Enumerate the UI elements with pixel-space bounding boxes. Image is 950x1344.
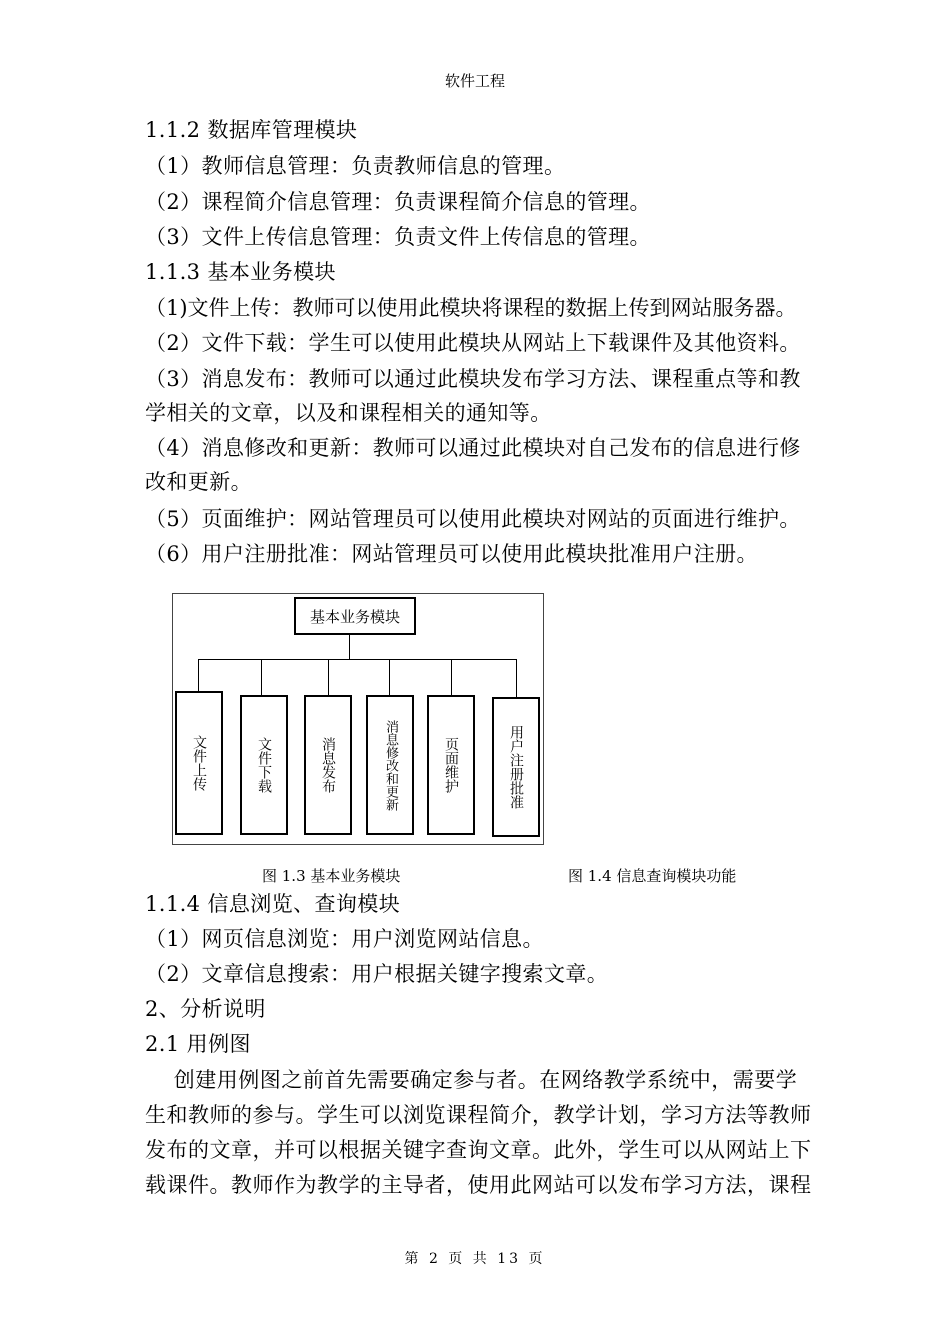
text-line: （2）文件下载：学生可以使用此模块从网站上下载课件及其他资料。 — [145, 331, 801, 355]
diagram-leaf-file-upload: 文件上传 — [175, 691, 223, 835]
heading-2-1: 2.1 用例图 — [145, 1032, 251, 1056]
heading-1-1-3: 1.1.3 基本业务模块 — [145, 260, 336, 284]
heading-analysis: 2、分析说明 — [145, 997, 266, 1021]
text-line: 学相关的文章，以及和课程相关的通知等。 — [145, 401, 552, 425]
module-diagram — [172, 593, 544, 845]
figure-caption-1-3: 图 1.3 基本业务模块 — [262, 867, 401, 885]
paragraph-line: 发布的文章，并可以根据关键字查询文章。此外，学生可以从网站上下 — [145, 1138, 812, 1162]
text-line: （3）消息发布：教师可以通过此模块发布学习方法、课程重点等和教 — [145, 367, 801, 391]
paragraph-line: 载课件。教师作为教学的主导者，使用此网站可以发布学习方法，课程 — [145, 1173, 812, 1197]
figure-caption-1-4: 图 1.4 信息查询模块功能 — [568, 867, 737, 885]
text-line: （1)文件上传：教师可以使用此模块将课程的数据上传到网站服务器。 — [145, 296, 797, 320]
paragraph-line: 创建用例图之前首先需要确定参与者。在网络教学系统中，需要学 — [145, 1068, 798, 1092]
connector-line — [516, 659, 517, 697]
text-line: （3）文件上传信息管理：负责文件上传信息的管理。 — [145, 225, 651, 249]
diagram-leaf-message-update: 消息修改和更新 — [366, 695, 414, 835]
text-line: 改和更新。 — [145, 470, 252, 494]
text-line: （4）消息修改和更新：教师可以通过此模块对自己发布的信息进行修 — [145, 436, 801, 460]
diagram-leaf-file-download: 文件下载 — [240, 695, 288, 835]
text-line: （5）页面维护：网站管理员可以使用此模块对网站的页面进行维护。 — [145, 507, 801, 531]
connector-line — [198, 659, 199, 691]
text-line: （2）文章信息搜索：用户根据关键字搜索文章。 — [145, 962, 609, 986]
heading-1-1-2: 1.1.2 数据库管理模块 — [145, 118, 358, 142]
heading-1-1-4: 1.1.4 信息浏览、查询模块 — [145, 892, 401, 916]
diagram-leaf-user-approval: 用户注册批准 — [492, 697, 540, 837]
page-header: 软件工程 — [444, 72, 505, 90]
paragraph-line: 生和教师的参与。学生可以浏览课程简介，教学计划，学习方法等教师 — [145, 1103, 812, 1127]
text-line: （2）课程简介信息管理：负责课程简介信息的管理。 — [145, 190, 651, 214]
connector-line — [389, 659, 390, 695]
diagram-root-box: 基本业务模块 — [294, 597, 416, 635]
connector-line — [261, 659, 262, 695]
text-line: （6）用户注册批准：网站管理员可以使用此模块批准用户注册。 — [145, 542, 758, 566]
diagram-leaf-message-publish: 消息发布 — [304, 695, 352, 835]
connector-line — [198, 659, 516, 660]
page-footer: 第 2 页 共 13 页 — [404, 1251, 546, 1267]
connector-line — [328, 659, 329, 695]
connector-line — [349, 635, 350, 659]
connector-line — [451, 659, 452, 695]
diagram-leaf-page-maintenance: 页面维护 — [427, 695, 475, 835]
text-line: （1）教师信息管理：负责教师信息的管理。 — [145, 154, 566, 178]
text-line: （1）网页信息浏览：用户浏览网站信息。 — [145, 927, 544, 951]
